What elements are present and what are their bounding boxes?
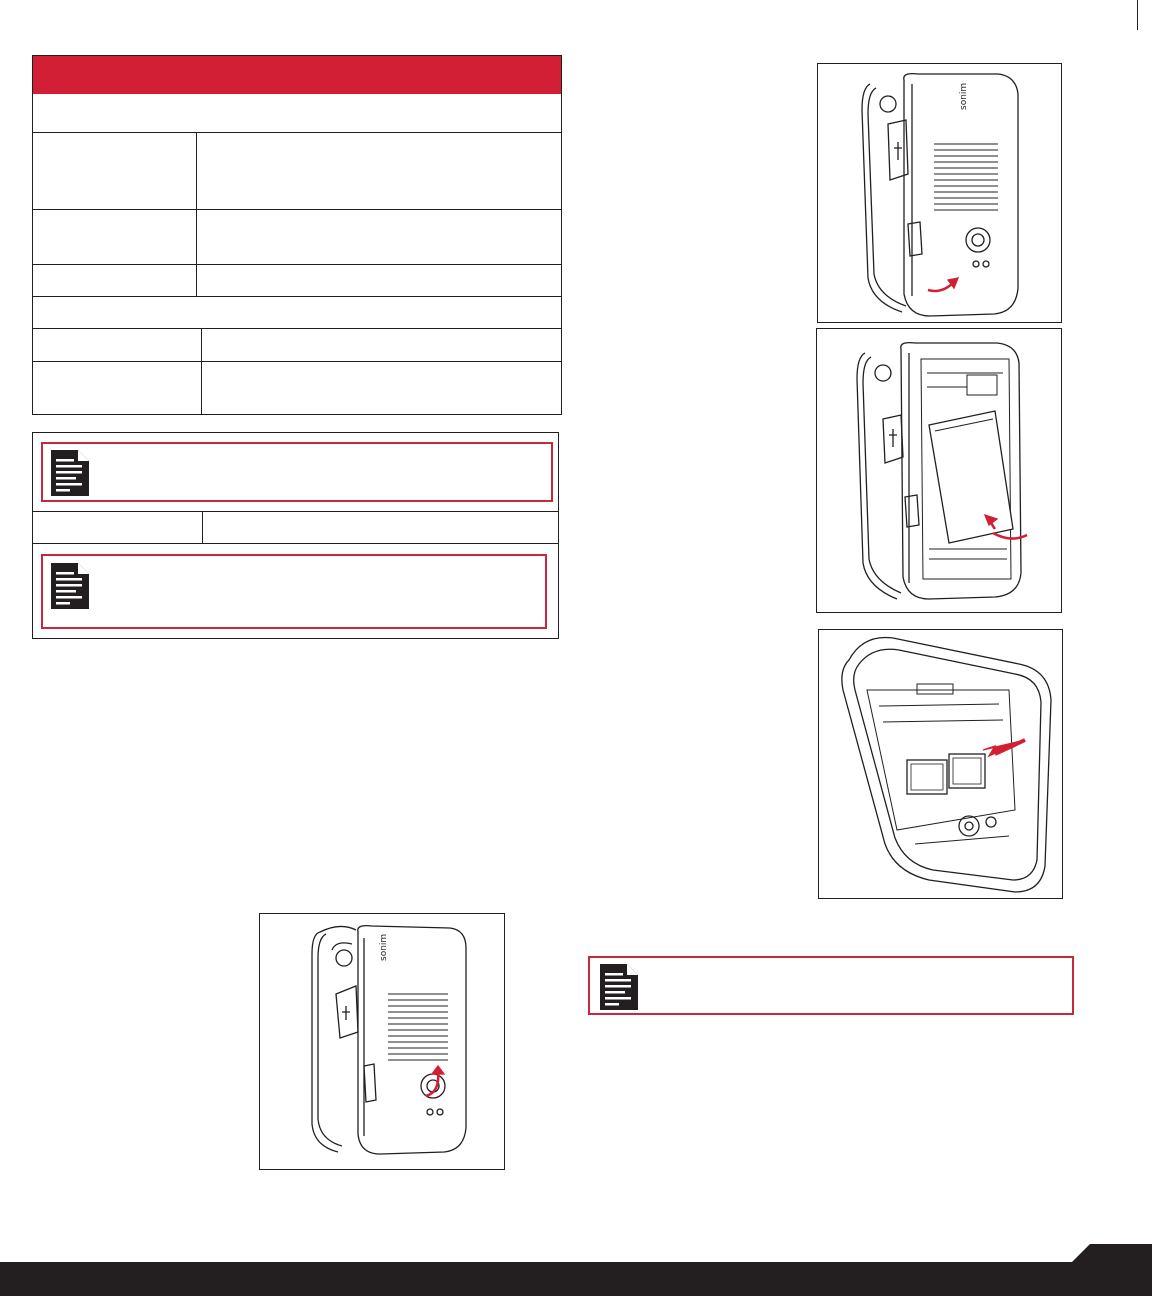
table-row (33, 132, 561, 209)
phone-back-cover-screw-figure (259, 913, 505, 1170)
note-box (41, 554, 547, 629)
table-row (33, 209, 561, 264)
phone-sim-slot-figure (818, 629, 1063, 899)
table-row (33, 361, 561, 415)
page-number (1090, 1262, 1152, 1292)
note-box (41, 442, 553, 502)
note-document-icon (50, 562, 90, 610)
table-row (33, 264, 561, 296)
phone-back-cover-lift-figure (817, 63, 1062, 323)
footer-bar (0, 1262, 1152, 1296)
table-row (33, 328, 561, 361)
table-row (33, 296, 561, 328)
specification-table (32, 55, 562, 415)
table-row (33, 94, 561, 132)
svg-text:sonim: sonim (959, 82, 969, 110)
note-document-icon (50, 449, 90, 497)
page-edge-rule (1137, 0, 1138, 30)
page-number-tab (1070, 1244, 1152, 1264)
note-table (32, 432, 559, 639)
table-header-bar (33, 56, 561, 94)
svg-text:sonim: sonim (379, 933, 389, 961)
note-box (588, 956, 1074, 1015)
phone-battery-removal-figure (816, 328, 1062, 613)
note-document-icon (599, 963, 639, 1011)
